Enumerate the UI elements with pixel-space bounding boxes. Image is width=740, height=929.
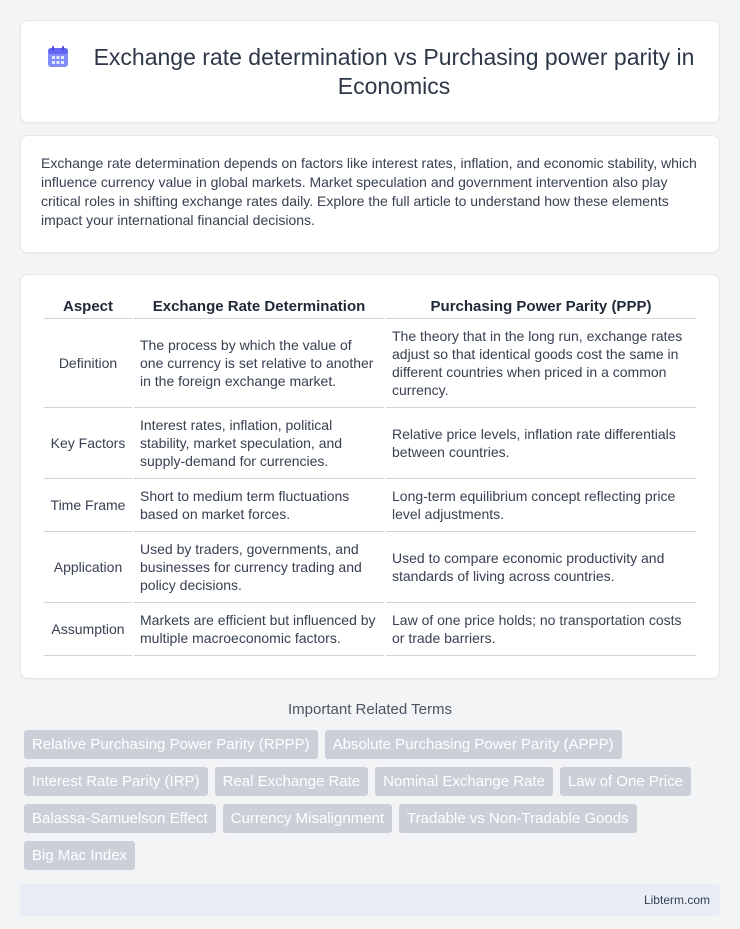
related-term-tag[interactable]: Tradable vs Non-Tradable Goods: [399, 804, 637, 833]
row-erd: The process by which the value of one currency is set relative to another in the foreign exchange market.: [134, 319, 384, 408]
row-aspect: Key Factors: [44, 408, 132, 479]
related-term-tag[interactable]: Big Mac Index: [24, 841, 135, 870]
calendar-icon: [45, 44, 71, 70]
row-erd: Short to medium term fluctuations based on market forces.: [134, 479, 384, 532]
row-erd: Markets are efficient but influenced by multiple macroeconomic factors.: [134, 603, 384, 656]
related-term-tag[interactable]: Nominal Exchange Rate: [375, 767, 553, 796]
row-erd: Interest rates, inflation, political stability, market speculation, and supply-demand for currencies.: [134, 408, 384, 479]
table-row: [44, 408, 696, 479]
related-terms-title: Important Related Terms: [288, 701, 452, 718]
header-aspect: Aspect: [44, 295, 132, 319]
row-ppp: Used to compare economic productivity and standards of living across countries.: [386, 532, 696, 603]
table-row: [44, 319, 696, 408]
related-terms-tags: [20, 730, 720, 870]
table-header-row: [44, 295, 696, 319]
row-aspect: Application: [44, 532, 132, 603]
related-term-tag[interactable]: Interest Rate Parity (IRP): [24, 767, 208, 796]
intro-text: Exchange rate determination depends on factors like interest rates, inflation, and economic stability, which influence currency value in global markets. Market speculation and government intervention also play critical roles in shifting exchange rates daily. Explore the full article to understand how these elements impact your international financial decisions.: [41, 155, 697, 228]
comparison-table-card: [20, 274, 720, 679]
page-title: Exchange rate determination vs Purchasing power parity in Economics: [93, 43, 695, 99]
header-exchange-rate-determination: Exchange Rate Determination: [134, 295, 384, 319]
related-term-tag[interactable]: Absolute Purchasing Power Parity (APPP): [325, 730, 622, 759]
related-term-tag[interactable]: Law of One Price: [560, 767, 691, 796]
related-term-tag[interactable]: Real Exchange Rate: [215, 767, 369, 796]
table-row: [44, 603, 696, 656]
row-ppp: The theory that in the long run, exchange rates adjust so that identical goods cost the same in different countries when priced in a common currency.: [386, 319, 696, 408]
related-term-tag[interactable]: Balassa-Samuelson Effect: [24, 804, 216, 833]
row-aspect: Assumption: [44, 603, 132, 656]
row-erd: Used by traders, governments, and businesses for currency trading and policy decisions.: [134, 532, 384, 603]
row-aspect: Definition: [44, 319, 132, 408]
row-ppp: Law of one price holds; no transportation costs or trade barriers.: [386, 603, 696, 656]
related-term-tag[interactable]: Currency Misalignment: [223, 804, 392, 833]
row-aspect: Time Frame: [44, 479, 132, 532]
header-card: [20, 20, 720, 123]
header-ppp: Purchasing Power Parity (PPP): [386, 295, 696, 319]
table-row: [44, 532, 696, 603]
table-row: [44, 479, 696, 532]
footer-brand-link[interactable]: Libterm.com: [643, 893, 710, 907]
intro-card: [20, 135, 720, 253]
comparison-table: [42, 295, 698, 656]
row-ppp: Long-term equilibrium concept reflecting price level adjustments.: [386, 479, 696, 532]
related-term-tag[interactable]: Relative Purchasing Power Parity (RPPP): [24, 730, 318, 759]
row-ppp: Relative price levels, inflation rate differentials between countries.: [386, 408, 696, 479]
footer: [20, 884, 720, 916]
